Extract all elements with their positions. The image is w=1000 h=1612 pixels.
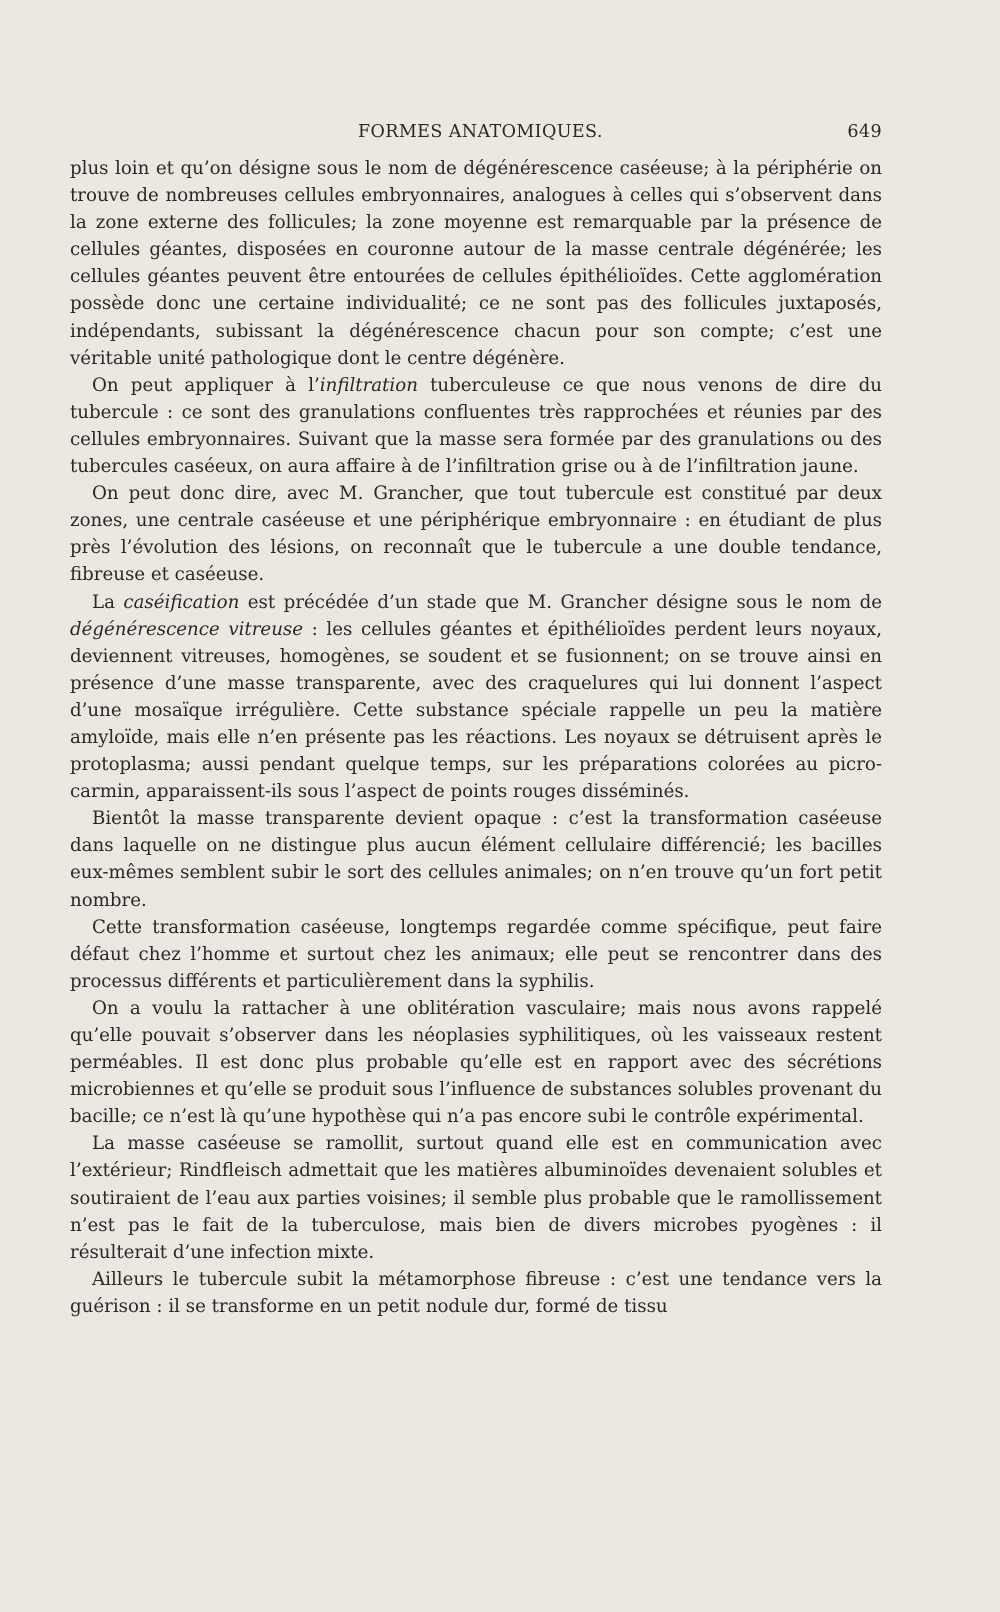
text-run: La masse caséeuse se ramollit, surtout quand elle est en communication avec l’extérieur; Rindfleisch admettait que les matières albuminoïdes devenaient solubles et soutiraient de l’eau aux parties voisines; il semble plus probable que le ramollissement n’est pas le fait de la tuberculose, mais bien de divers microbes pyogènes : il résulterait d’une infection mixte. bbox=[70, 1133, 882, 1263]
paragraph bbox=[70, 805, 882, 913]
running-title: FORMES ANATOMIQUES. bbox=[358, 122, 603, 142]
text-run: est précédée d’un stade que M. Grancher désigne sous le nom de bbox=[239, 591, 882, 613]
paragraph bbox=[70, 155, 882, 372]
text-run: : les cellules géantes et épithélioïdes perdent leurs noyaux, deviennent vitreuses, homogènes, se soudent et se fusionnent; on se trouve ainsi en présence d’une masse transparente, avec des craquelures qui lui donnent l’aspect d’une mosaïque irrégulière. Cette substance spéciale rappelle un peu la matière amyloïde, mais elle n’en présente pas les réactions. Les noyaux se détruisent après le protoplasma; aussi pendant quelque temps, sur les préparations colorées au picro-carmin, apparaissent-ils sous l’aspect de points rouges disséminés. bbox=[70, 618, 882, 803]
page-header bbox=[70, 119, 882, 145]
text-run: Bientôt la masse transparente devient opaque : c’est la transformation caséeuse dans laquelle on ne distingue plus aucun élément cellulaire différencié; les bacilles eux-mêmes semblent subir le sort des cellules animales; on n’en trouve qu’un fort petit nombre. bbox=[70, 808, 882, 911]
text-run: On peut appliquer à l’ bbox=[92, 374, 320, 396]
paragraph bbox=[70, 914, 882, 995]
text-run: plus loin et qu’on désigne sous le nom de dégénérescence caséeuse; à la périphérie on trouve de nombreuses cellules embryonnaires, analogues à celles qui s’observent dans la zone externe des follicules; la zone moyenne est remarquable par la présence de cellules géantes, disposées en couronne autour de la masse centrale dégénérée; les cellules géantes peuvent être entourées de cellules épithélioïdes. Cette agglomération possède donc une certaine individualité; ce ne sont pas des follicules juxtaposés, indépendants, subissant la dégénérescence chacun pour son compte; c’est une véritable unité pathologique dont le centre dégénère. bbox=[70, 158, 882, 369]
paragraph bbox=[70, 372, 882, 480]
text-run: Ailleurs le tubercule subit la métamorphose fibreuse : c’est une tendance vers la guérison : il se transforme en un petit nodule dur, formé de tissu bbox=[70, 1268, 882, 1317]
italic-term: infiltration bbox=[319, 374, 418, 396]
paragraph bbox=[70, 1266, 882, 1320]
text-run: On peut donc dire, avec M. Grancher, que tout tubercule est constitué par deux zones, une centrale caséeuse et une périphérique embryonnaire : en étudiant de plus près l’évolution des lésions, on reconnaît que le tubercule a une double tendance, fibreuse et caséeuse. bbox=[70, 483, 882, 586]
text-run: tuberculeuse ce que nous venons de dire du tubercule : ce sont des granulations confluentes très rapprochées et réunies par des cellules embryonnaires. Suivant que la masse sera formée par des granulations ou des tubercules caséeux, on aura affaire à de l’infiltration grise ou à de l’infiltration jaune. bbox=[70, 374, 882, 478]
body-text bbox=[70, 155, 882, 1320]
paragraph bbox=[70, 1130, 882, 1265]
text-run: On a voulu la rattacher à une oblitération vasculaire; mais nous avons rappelé qu’elle pouvait s’observer dans les néoplasies syphilitiques, où les vaisseaux restent perméables. Il est donc plus probable qu’elle est en rapport avec des sécrétions microbiennes et qu’elle se produit sous l’influence de substances solubles provenant du bacille; ce n’est là qu’une hypothèse qui n’a pas encore subi le contrôle expérimental. bbox=[70, 997, 882, 1128]
page-number: 649 bbox=[847, 122, 882, 142]
italic-term: dégénérescence vitreuse bbox=[70, 618, 303, 640]
paragraph bbox=[70, 589, 882, 806]
paragraph bbox=[70, 480, 882, 588]
text-run: Cette transformation caséeuse, longtemps regardée comme spécifique, peut faire défaut chez l’homme et surtout chez les animaux; elle peut se rencontrer dans des processus différents et particulièrement dans la syphilis. bbox=[70, 916, 882, 992]
italic-term: caséification bbox=[123, 591, 240, 613]
paragraph bbox=[70, 995, 882, 1130]
text-run: La bbox=[92, 591, 124, 613]
